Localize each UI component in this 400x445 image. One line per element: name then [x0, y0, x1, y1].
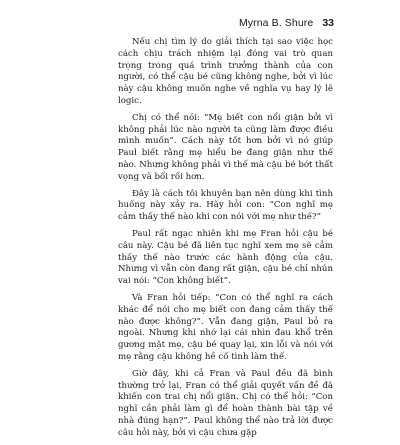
running-header — [239, 17, 334, 29]
paragraph: Nếu chị tìm lý do giải thích tại sao việc học cách chịu trách nhiệm lại đóng vai trò quan trọng trong quá trình trưởng thành của con người, có thể cậu bé cũng không nghe, bởi vì lúc này cậu không muốn nghe về nghĩa vụ hay lý lẽ logic. — [118, 37, 333, 106]
paragraph: Giờ đây, khi cả Fran và Paul đều đã bình thường trở lại, Fran có thể giải quyết vấn đề đã khiến con trai chị nổi giận. Chị có thể hỏi: “Con nghĩ cần phải làm gì để hoàn thành bài tập về nhà đúng hạn?”. Paul không thể nào trả lời được câu hỏi này, bởi vì cậu chưa gặp — [118, 368, 333, 438]
paragraph: Đây là cách tôi khuyên bạn nên dùng khi tình huống này xảy ra. Hãy hỏi con: “Con nghĩ mẹ cảm thấy thế nào khi con nói với mẹ như thế?” — [118, 188, 333, 223]
paragraph: Và Fran hỏi tiếp: “Con có thể nghĩ ra cách khác để nói cho mẹ biết con đang cảm thấy thế nào được không?”. Vẫn đang giận, Paul bỏ ra ngoài. Nhưng khi nhớ lại cái nhìn đau khổ trên gương mặt mẹ, cậu bé quay lại, xin lỗi và nói với mẹ rằng cậu không hề cố tình làm thế. — [118, 292, 333, 362]
running-header-author: Myrna B. Shure — [238, 17, 314, 29]
paragraph: Paul rất ngạc nhiên khi mẹ Fran hỏi cậu bé câu này. Cậu bé đã liên tục nghĩ xem mẹ sẽ cảm thấy thế nào trước các hành động của cậu. Nhưng vì vẫn còn đang rất giận, cậu bé chỉ nhún vai nói: “Con không biết”. — [118, 228, 333, 287]
paragraph: Chị có thể nói: “Mẹ biết con nổi giận bởi vì không phải lúc nào người ta cũng làm được điều mình muốn”. Cách này tốt hơn bởi vì nó giúp Paul biết rằng mẹ hiểu be đang giận như thế nào. Nhưng không phải vì thế mà cậu bé bớt thất vọng và bối rối hơn. — [118, 112, 333, 182]
body-text — [118, 37, 333, 445]
page-number: 33 — [322, 17, 334, 29]
